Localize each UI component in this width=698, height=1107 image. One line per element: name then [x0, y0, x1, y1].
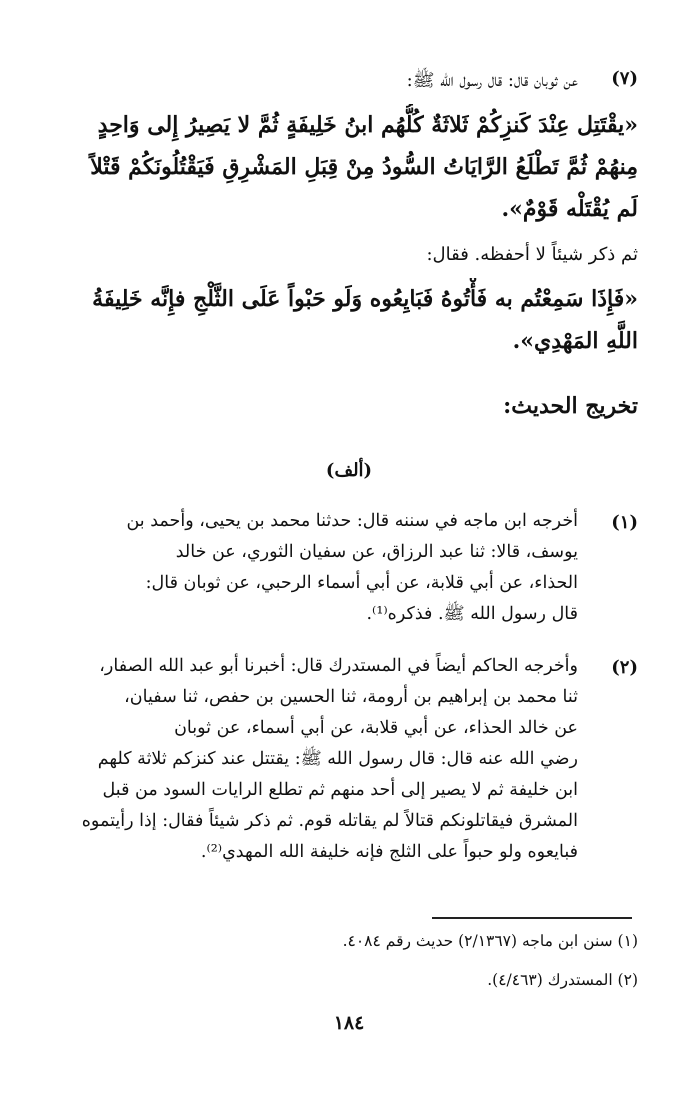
- quote-line: لَم يُقْتَلْه قَوْمٌ».: [501, 196, 638, 222]
- footnote-divider: [432, 917, 632, 919]
- entry-number: (٢): [611, 657, 638, 678]
- entry-line: ثنا محمد بن إبراهيم بن أرومة، ثنا الحسين بن حفص، ثنا سفيان،: [124, 687, 578, 707]
- entry-text: [36, 651, 578, 868]
- entry-line: ابن خليفة ثم لا يصير إلى أحد منهم ثم تطلع الرايات السود من قبل: [102, 780, 578, 800]
- entry-text: [36, 506, 578, 630]
- hadith-quote-2: [36, 278, 638, 362]
- hadith-mid-text: [36, 240, 638, 270]
- hadith-intro: [36, 66, 578, 96]
- intro-line: عن ثوبان قال: قال رسول الله ﷺ:: [406, 70, 578, 91]
- entry-line: أخرجه ابن ماجه في سننه قال: حدثنا محمد بن يحيى، وأحمد بن: [126, 511, 578, 531]
- quote-line: «فَإِذَا سَمِعْتُم به فَأْتُوهُ فَبَايِعُوه وَلَو حَبْواً عَلَى الثَّلْجِ فإِنَّه خَلِيفَةُ: [92, 286, 638, 312]
- hadith-number: (٧): [611, 68, 638, 89]
- entry-line: رضي الله عنه قال: قال رسول الله ﷺ: يقتتل عند كنزكم ثلاثة كلهم: [97, 749, 578, 769]
- entry-line: فبايعوه ولو حبواً على الثلج فإنه خليفة الله المهدي⁽²⁾.: [200, 842, 578, 862]
- mid-line: ثم ذكر شيئاً لا أحفظه. فقال:: [426, 244, 638, 265]
- quote-line: مِنهُمْ ثُمَّ تَطْلَعُ الرَّايَاتُ السُّودُ مِنْ قِبَلِ المَشْرِقِ فَيَقْتُلُونَكُمْ قَتْلاً: [90, 154, 638, 180]
- entry-line: يوسف، قالا: ثنا عبد الرزاق، عن سفيان الثوري، عن خالد: [175, 542, 578, 562]
- quote-line: «يقْتَتِل عِنْدَ كَنزِكُمْ ثَلاثَةٌ كُلُّهُم ابنُ خَلِيفَةٍ ثُمَّ لا يَصِيرُ إِلى وَاحِدٍ: [97, 112, 638, 138]
- entry-line: وأخرجه الحاكم أيضاً في المستدرك قال: أخبرنا أبو عبد الله الصفار،: [99, 656, 578, 676]
- footnote: (٢) المستدرك (٤/٤٦٣).: [487, 971, 638, 989]
- entry-number: (١): [611, 512, 638, 533]
- quote-line: اللَّهِ المَهْدِي».: [512, 328, 638, 354]
- entry-line: عن خالد الحذاء، عن أبي قلابة، عن أبي أسماء، عن ثوبان: [174, 718, 578, 738]
- footnote: (١) سنن ابن ماجه (٢/١٣٦٧) حديث رقم ٤٠٨٤.: [342, 932, 638, 950]
- entry-line: المشرق فيقاتلونكم قتالاً لم يقاتله قوم. ثم ذكر شيئاً فقال: إذا رأيتموه: [81, 811, 578, 831]
- page-number: ١٨٤: [333, 1012, 365, 1034]
- entry-line: الحذاء، عن أبي قلابة، عن أبي أسماء الرحبي، عن ثوبان قال:: [145, 573, 578, 593]
- section-subheading: (ألف): [325, 460, 373, 481]
- section-heading: تخريج الحديث:: [503, 393, 638, 419]
- hadith-quote: [36, 104, 638, 230]
- entry-line: قال رسول الله ﷺ. فذكره⁽¹⁾.: [366, 604, 578, 624]
